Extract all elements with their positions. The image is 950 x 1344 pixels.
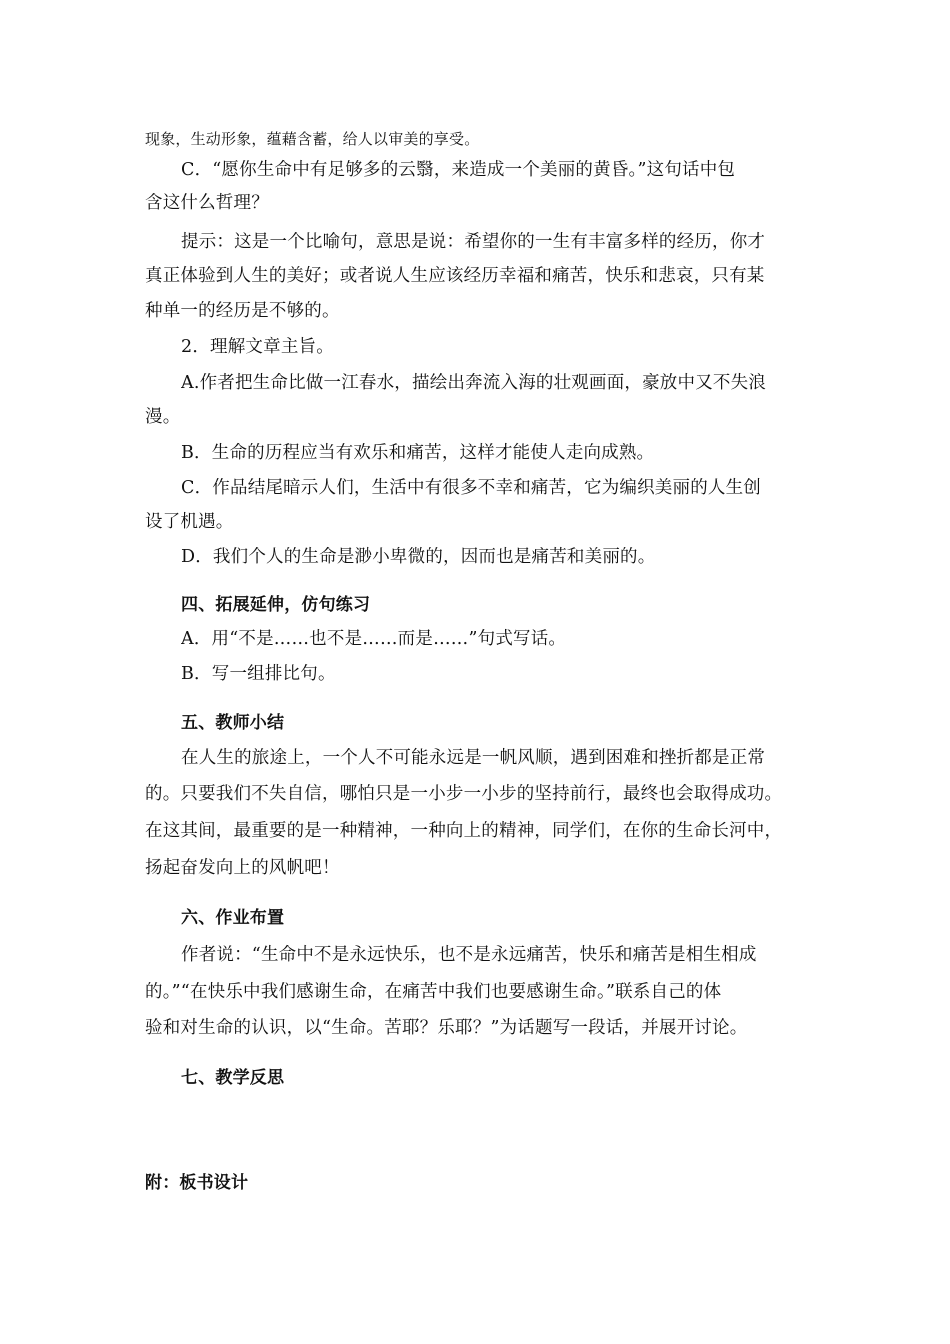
option-c: C．作品结尾暗示人们，生活中有很多不幸和痛苦，它为编织美丽的人生创 — [181, 478, 761, 498]
homework-paragraph: 作者说：“生命中不是永远快乐，也不是永远痛苦，快乐和痛苦是相生相成 — [181, 945, 757, 965]
section-heading-4: 四、拓展延伸，仿句练习 — [181, 595, 371, 615]
text-line: 漫。 — [145, 407, 181, 427]
option-d: D．我们个人的生命是渺小卑微的，因而也是痛苦和美丽的。 — [181, 547, 656, 567]
text-line: 设了机遇。 — [145, 512, 234, 532]
appendix-heading: 附：板书设计 — [145, 1173, 249, 1193]
text-line: 现象，生动形象，蕴藉含蓄，给人以审美的享受。 — [145, 130, 480, 148]
section-heading-5: 五、教师小结 — [181, 713, 285, 733]
text-line: 真正体验到人生的美好；或者说人生应该经历幸福和痛苦，快乐和悲哀，只有某 — [145, 266, 765, 286]
text-line: 在这其间，最重要的是一种精神，一种向上的精神，同学们，在你的生命长河中， — [145, 821, 783, 841]
summary-paragraph: 在人生的旅途上，一个人不可能永远是一帆风顺，遇到困难和挫折都是正常 — [181, 748, 766, 768]
section-heading-7: 七、教学反思 — [181, 1068, 285, 1088]
option-a: A.作者把生命比做一江春水，描绘出奔流入海的壮观画面，豪放中又不失浪 — [181, 373, 766, 393]
question-c: C．“愿你生命中有足够多的云翳，来造成一个美丽的黄昏。”这句话中包 — [181, 160, 736, 180]
hint-paragraph: 提示：这是一个比喻句，意思是说：希望你的一生有丰富多样的经历，你才 — [181, 232, 766, 252]
option-b: B．生命的历程应当有欢乐和痛苦，这样才能使人走向成熟。 — [181, 443, 655, 463]
text-line: 验和对生命的认识，以“生命。苦耶？乐耶？”为话题写一段话，并展开讨论。 — [145, 1018, 748, 1038]
section-heading-6: 六、作业布置 — [181, 908, 285, 928]
text-line: 的。”“在快乐中我们感谢生命，在痛苦中我们也要感谢生命。”联系自己的体 — [145, 982, 722, 1002]
text-line: 含这什么哲理？ — [145, 193, 269, 213]
subheading-theme: 2．理解文章主旨。 — [181, 337, 334, 357]
text-line: 的。只要我们不失自信，哪怕只是一小步一小步的坚持前行，最终也会取得成功。 — [145, 784, 783, 804]
text-line: 种单一的经历是不够的。 — [145, 301, 340, 321]
exercise-b: B．写一组排比句。 — [181, 664, 336, 684]
text-line: 扬起奋发向上的风帆吧！ — [145, 858, 340, 878]
exercise-a: A．用“不是……也不是……而是……”句式写话。 — [181, 629, 567, 649]
